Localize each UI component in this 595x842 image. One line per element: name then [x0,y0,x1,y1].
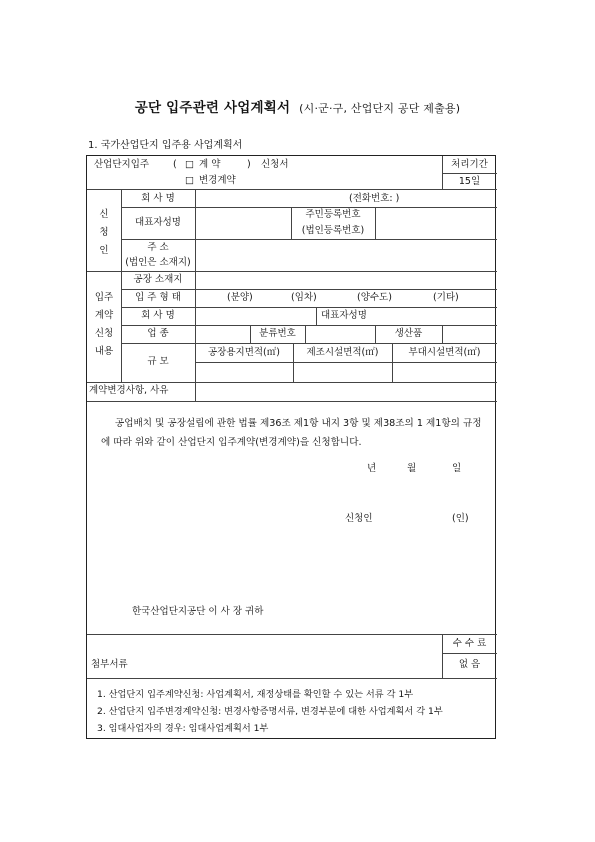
fee-value: 없 음 [458,659,481,670]
type-other: (기타) [433,292,459,303]
seal-mark: (인) [452,513,469,524]
rule [87,634,497,635]
rule [442,653,497,654]
resident-id-label: 주민등록번호 [305,209,361,220]
manufacturing-area-label: 제조시설면적(㎡) [306,347,379,358]
rule [87,189,497,190]
date-day: 일 [452,463,462,474]
statement-text: 공업배치 및 공장설립에 관한 법률 제36조 제1항 내지 3항 및 제38조의 1 제1항의 규정에 따라 위와 같이 산업단지 입주계약(변경계약)을 신청합니다. [101,418,482,448]
rule [375,207,376,239]
header-paren-open: ( [173,159,177,170]
industry-label: 업 종 [147,328,169,339]
option-change-contract: 변경계약 [199,175,236,186]
contract-rep-label: 대표자성명 [321,310,367,321]
group-char: 신청 [94,328,114,339]
fee-label: 수 수 료 [452,638,487,649]
scale-label: 규 모 [147,356,169,367]
type-sale: (분양) [227,292,253,303]
attachment-item: 3. 임대사업자의 경우: 임대사업계획서 1부 [97,723,269,734]
rule [442,325,443,343]
rule [121,239,497,240]
contract-group-label [87,289,121,361]
type-transfer: (양수도) [357,292,392,303]
change-reason-label: 계약변경사항, 사유 [89,385,169,396]
group-char: 인 [99,245,109,256]
factory-location-label: 공장 소재지 [133,274,183,285]
rule [195,382,196,401]
title-sub: (시·군·구, 산업단지 공단 제출용) [299,102,461,115]
contract-company-label: 회 사 명 [141,310,175,321]
classification-label: 분류번호 [259,328,296,339]
rule [442,173,497,174]
group-char: 계약 [94,310,114,321]
rule [121,325,497,326]
group-char: 내용 [94,346,114,357]
date-year: 년 [367,463,377,474]
occupancy-type-label: 입 주 형 태 [135,292,181,303]
rule [121,343,497,344]
option-contract: 계 약 [199,159,221,170]
rule [87,678,497,679]
representative-label: 대표자성명 [135,217,181,228]
section-heading: 1. 국가산업단지 입주용 사업계획서 [88,140,243,151]
checkbox-change-contract[interactable]: □ [185,175,194,186]
rule [195,362,497,363]
attachment-item: 2. 산업단지 입주변경계약신청: 변경사항증명서류, 변경부분에 대한 사업계획서 각 1부 [97,706,443,717]
attachment-item: 1. 산업단지 입주계약신청: 사업계획서, 재정상태를 확인할 수 있는 서류 각 1부 [97,689,414,700]
group-char: 입주 [94,292,114,303]
rule [87,271,497,272]
rule [121,207,497,208]
product-label: 생산품 [394,328,423,339]
address-label: 주 소 [147,242,169,253]
type-lease: (임차) [291,292,317,303]
attachments-label: 첨부서류 [91,659,128,670]
applicant-signature-label: 신청인 [345,513,373,524]
rule [121,289,497,290]
phone-label: (전화번호: ) [349,193,400,204]
rule [87,401,497,402]
address-sublabel: (법인은 소재지) [125,257,191,268]
application-form [86,155,496,739]
auxiliary-area-label: 부대시설면적(㎡) [408,347,481,358]
site-area-label: 공장용지면적(㎡) [208,347,280,358]
title-main: 공단 입주관련 사업계획서 [134,100,291,116]
header-label: 산업단지입주 [94,159,150,170]
rule [316,307,317,325]
applicant-group-label [87,206,121,260]
rule [121,307,497,308]
processing-period-label: 처리기간 [451,159,488,170]
group-char: 청 [99,227,109,238]
document-title [0,96,595,116]
rule [305,325,306,343]
date-month: 월 [407,463,417,474]
header-suffix: 신청서 [261,159,289,170]
processing-period-value: 15일 [458,176,481,187]
company-name-label: 회 사 명 [141,193,175,204]
group-char: 신 [99,209,109,220]
addressee: 한국산업단지공단 이 사 장 귀하 [132,606,264,617]
header-paren-close: ) [247,159,251,170]
rule [87,382,497,383]
checkbox-contract[interactable]: □ [185,159,194,170]
corporate-id-label: (법인등록번호) [301,225,365,236]
